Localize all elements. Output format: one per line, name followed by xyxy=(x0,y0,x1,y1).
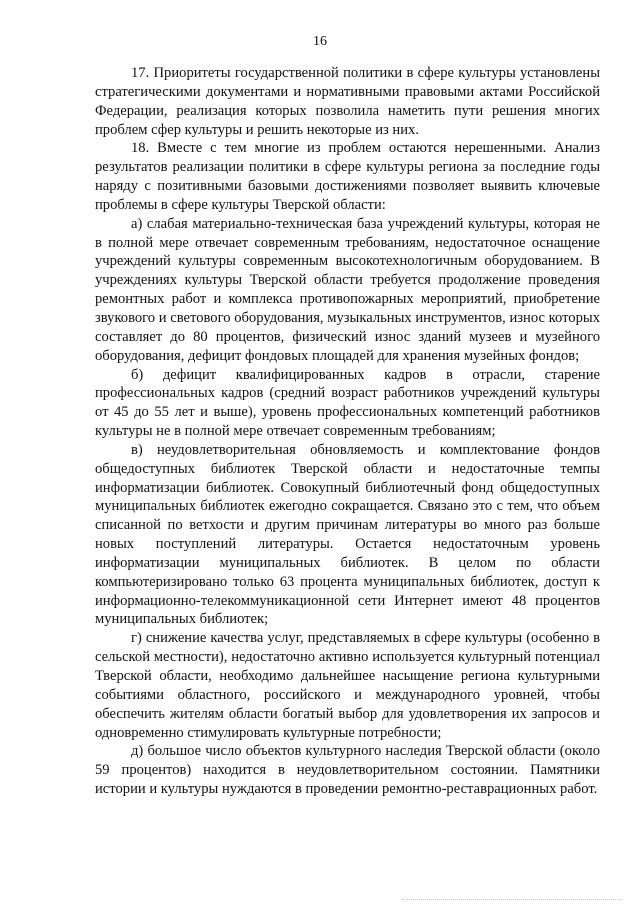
page-number: 16 xyxy=(313,34,327,49)
document-body xyxy=(95,64,600,799)
scan-artifact-divider xyxy=(402,899,622,901)
list-item-v-library-funds: в) неудовлетворительная обновляемость и комплектование фондов общедоступных библиотек Тверской области и недостаточные темпы информатизации библиотек. Совокупный библиотечный фонд общедоступных муниципальных библиотек ежегодно сокращается. Связано это с тем, что объем списанной по ветхости и другим причинам литературы во много раз больше новых поступлений литературы. Остается недостаточным уровень информатизации муниципальных библиотек. В целом по области компьютеризировано только 63 процента муниципальных библиотек, доступ к информационно-телекоммуникационной сети Интернет имеют 48 процентов муниципальных библиотек; xyxy=(95,441,600,628)
paragraph-17-priorities: 17. Приоритеты государственной политики в сфере культуры установлены стратегическими документами и нормативными правовыми актами Российской Федерации, реализация которых позволила наметить пути решения многих проблем сфер культуры и решить некоторые из них. xyxy=(95,65,600,138)
list-item-g-service-quality: г) снижение качества услуг, представляемых в сфере культуры (особенно в сельской местности), недостаточно активно используется культурный потенциал Тверской области, необходимо дальнейшее насыщение региона культурными событиями областного, российского и международного уровней, чтобы обеспечить жителям области богатый выбор для удовлетворения их запросов и одновременно стимулировать культурные потребности; xyxy=(95,630,600,741)
list-item-a-material-base: а) слабая материально-техническая база учреждений культуры, которая не в полной мере отвечает современным требованиям, недостаточное оснащение учреждений культуры современным высокотехнологичным оборудованием. В учреждениях культуры Тверской области требуется продолжение проведения ремонтных работ и комплекса противопожарных мероприятий, приобретение звукового и светового оборудования, музыкальных инструментов, износ которых составляет до 80 процентов, физический износ зданий музеев и музейного оборудования, дефицит фондовых площадей для хранения музейных фондов; xyxy=(95,215,600,364)
paragraph-18-unresolved-problems: 18. Вместе с тем многие из проблем остаются нерешенными. Анализ результатов реализации политики в сфере культуры региона за последние годы наряду с позитивными базовыми достижениями позволяет выявить ключевые проблемы в сфере культуры Тверской области: xyxy=(95,140,600,213)
list-item-d-cultural-heritage: д) большое число объектов культурного наследия Тверской области (около 59 процентов) находится в неудовлетворительном состоянии. Памятники истории и культуры нуждаются в проведении ремонтно-реставрационных работ. xyxy=(95,743,600,798)
list-item-b-staff-deficit: б) дефицит квалифицированных кадров в отрасли, старение профессиональных кадров (средний возраст работников учреждений культуры от 45 до 55 лет и выше), уровень профессиональных компетенций работников культуры не в полной мере отвечает современным требованиям; xyxy=(95,366,600,440)
